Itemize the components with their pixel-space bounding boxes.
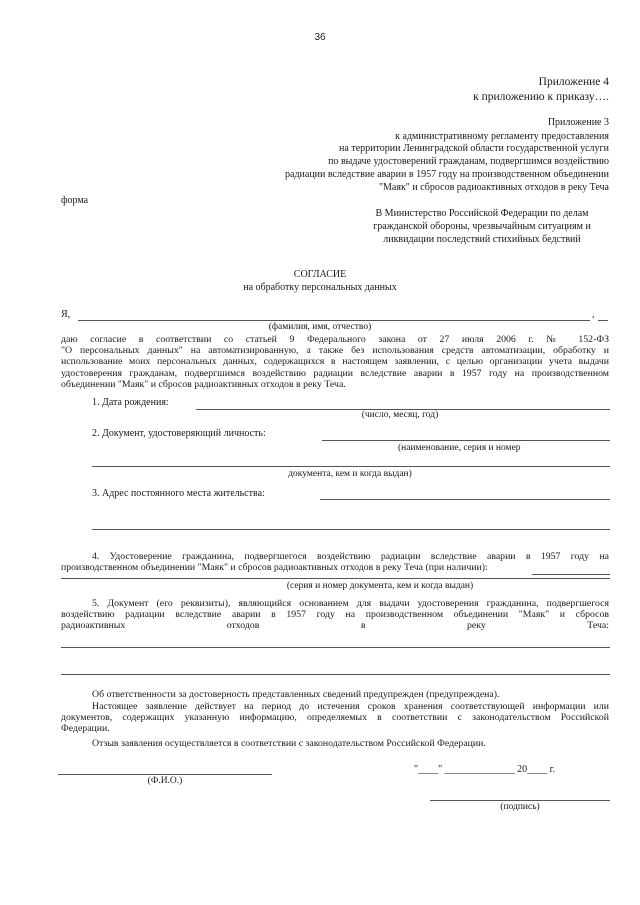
id-document-caption-2: документа, кем и когда выдан) xyxy=(288,469,412,479)
appendix-4-subtitle: к приложению к приказу…. xyxy=(473,91,609,103)
validity-line: документов, содержащих указанную информацию, определяемых в соответствии с законодательством Российской xyxy=(61,712,609,724)
certificate-caption: (серия и номер документа, кем и когда выдан) xyxy=(286,581,474,591)
document-title: СОГЛАСИЕ xyxy=(293,269,347,280)
fio-caption: (Ф.И.О.) xyxy=(147,776,183,786)
basis-document-field-2[interactable] xyxy=(61,674,610,675)
certificate-line: производственном объединении "Маяк" и сбросов радиоактивных отходов в реку Теча (при наличии): xyxy=(61,562,488,574)
basis-document-line: 5. Документ (его реквизиты), являющийся основанием для выдачи удостоверения гражданина, подвергшегося xyxy=(92,598,609,609)
addressee-line: ликвидации последствий стихийных бедствий xyxy=(383,234,581,245)
form-label: форма xyxy=(61,195,89,206)
appendix-3-line: на территории Ленинградской области государственной услуги xyxy=(339,143,609,154)
applicant-caption: (фамилия, имя, отчество) xyxy=(268,322,372,332)
address-field-2[interactable] xyxy=(92,529,610,530)
date-field[interactable]: "____" ______________ 20____ г. xyxy=(414,764,556,775)
id-document-label: 2. Документ, удостоверяющий личность: xyxy=(92,428,266,439)
consent-line: объединении "Маяк" и сбросов радиоактивных отходов в реку Теча. xyxy=(61,378,346,390)
signature-caption: (подпись) xyxy=(500,802,540,812)
appendix-3-line: "Маяк" и сбросов радиоактивных отходов в реку Теча xyxy=(378,182,609,193)
certificate-field-2[interactable] xyxy=(61,578,610,579)
basis-document-paragraph xyxy=(61,598,609,632)
appendix-3-line: к административному регламенту предоставления xyxy=(395,131,609,142)
id-document-field[interactable] xyxy=(322,440,610,441)
basis-document-line: радиоактивных отходов в реку Теча: xyxy=(61,620,609,632)
applicant-name-field[interactable] xyxy=(78,320,590,321)
applicant-prefix: Я, xyxy=(61,309,71,320)
birth-date-caption: (число, месяц, год) xyxy=(361,410,439,420)
document-subtitle: на обработку персональных данных xyxy=(243,282,397,293)
applicant-suffix: , xyxy=(592,309,595,320)
address-field[interactable] xyxy=(320,499,610,500)
id-document-caption-1: (наименование, серия и номер xyxy=(398,443,521,453)
certificate-field[interactable] xyxy=(532,574,610,575)
certificate-paragraph xyxy=(61,551,609,573)
page-number: 36 xyxy=(314,32,326,43)
appendix-4-title: Приложение 4 xyxy=(538,76,609,88)
appendix-3-line: по выдаче удостоверений гражданам, подвергшимся воздействию xyxy=(328,156,609,167)
fio-field[interactable] xyxy=(58,774,272,775)
addressee-line: В Министерство Российской Федерации по делам xyxy=(375,208,589,219)
certificate-line: 4. Удостоверение гражданина, подвергшегося воздействию радиации вследствие аварии в 1957 году на xyxy=(92,551,609,562)
consent-paragraph xyxy=(61,334,609,390)
appendix-3-line: радиации вследствие аварии в 1957 году на производственном объединении xyxy=(285,169,609,180)
consent-line: "О персональных данных" на автоматизированную, а также без использования средств автоматизации, обработку и xyxy=(61,345,609,357)
applicant-name-tail xyxy=(598,320,608,321)
birth-date-label: 1. Дата рождения: xyxy=(92,397,169,408)
consent-line: даю согласие в соответствии со статьей 9 Федерального закона от 27 июля 2006 г. № 152-ФЗ xyxy=(61,334,609,345)
validity-line: Федерации. xyxy=(61,723,110,735)
validity-line: Настоящее заявление действует на период до истечения сроков хранения соответствующей информации или xyxy=(92,701,609,712)
responsibility-statement: Об ответственности за достоверность представленных сведений предупрежден (предупреждена). xyxy=(92,689,500,700)
consent-line: удостоверения гражданам, подвергшимся воздействию радиации вследствие аварии в 1957 году на производственном xyxy=(61,367,609,379)
revocation-statement: Отзыв заявления осуществляется в соответствии с законодательством Российской Федерации. xyxy=(92,738,486,749)
basis-document-field[interactable] xyxy=(61,647,610,648)
signature-field[interactable] xyxy=(430,800,610,801)
validity-paragraph xyxy=(61,701,609,735)
address-label: 3. Адрес постоянного места жительства: xyxy=(92,488,265,499)
consent-line: использование моих персональных данных, содержащихся в настоящем заявлении, с целью организации учета выдачи xyxy=(61,356,609,368)
id-document-field-2[interactable] xyxy=(92,466,610,467)
appendix-3-title: Приложение 3 xyxy=(547,117,609,128)
basis-document-line: воздействию радиации вследствие аварии в 1957 году на производственном объединении "Маяк" и сбросов xyxy=(61,609,609,621)
addressee-line: гражданской обороны, чрезвычайным ситуациям и xyxy=(373,221,591,232)
